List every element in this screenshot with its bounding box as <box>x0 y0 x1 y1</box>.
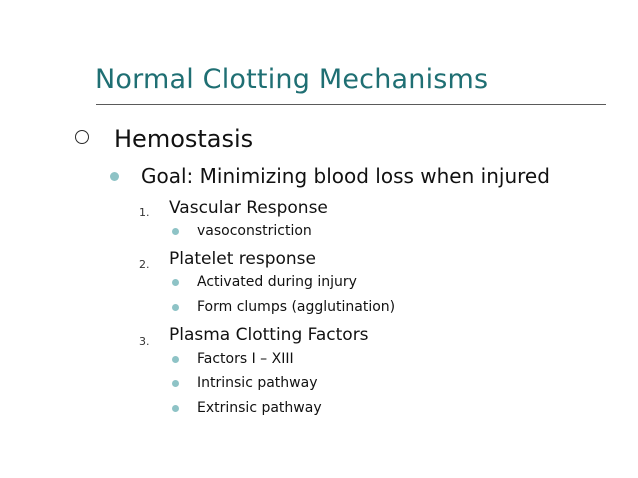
section-number: 3. <box>139 335 150 348</box>
section-heading: Vascular Response <box>169 198 328 218</box>
list-item: Intrinsic pathway <box>197 375 318 391</box>
level1-heading: Hemostasis <box>114 125 254 153</box>
dot-bullet-icon <box>110 172 119 181</box>
section-heading: Platelet response <box>169 249 316 269</box>
hollow-circle-bullet-icon <box>75 130 89 144</box>
section-number: 1. <box>139 206 150 219</box>
list-item: Extrinsic pathway <box>197 400 322 416</box>
list-item: Activated during injury <box>197 274 357 290</box>
dot-bullet-icon <box>172 405 179 412</box>
title-divider <box>96 104 606 105</box>
list-item: Form clumps (agglutination) <box>197 299 396 315</box>
section-number: 2. <box>139 258 150 271</box>
dot-bullet-icon <box>172 279 179 286</box>
level2-goal: Goal: Minimizing blood loss when injured <box>141 164 550 188</box>
dot-bullet-icon <box>172 380 179 387</box>
dot-bullet-icon <box>172 356 179 363</box>
dot-bullet-icon <box>172 228 179 235</box>
section-heading: Plasma Clotting Factors <box>169 325 369 345</box>
list-item: Factors I – XIII <box>197 351 294 367</box>
slide-title: Normal Clotting Mechanisms <box>95 64 489 95</box>
list-item: vasoconstriction <box>197 223 312 239</box>
dot-bullet-icon <box>172 304 179 311</box>
